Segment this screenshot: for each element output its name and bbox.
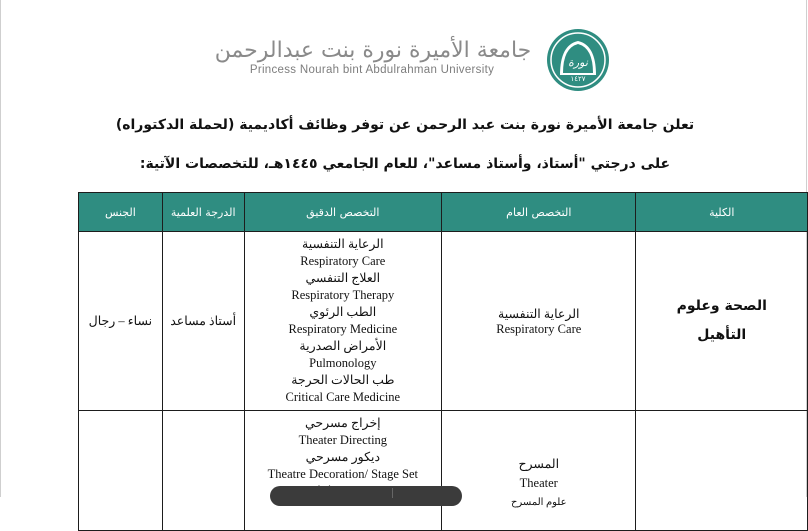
sub-specialty-line: Respiratory Care xyxy=(300,254,386,268)
header-sub-specialty: التخصص الدقيق xyxy=(244,193,441,232)
university-name-arabic: جامعة الأميرة نورة بنت عبدالرحمن xyxy=(214,38,532,63)
header-college: الكلية xyxy=(636,193,808,232)
sub-specialty-line: طب الحالات الحرجة xyxy=(291,373,395,387)
college-line: التأهيل xyxy=(697,327,747,343)
viewer-toolbar[interactable] xyxy=(270,486,462,506)
sub-specialty-line: Theatre Decoration/ Stage Set xyxy=(267,467,418,481)
announcement-line-2: على درجتي "أستاذ، وأستاذ مساعد"، للعام الجامعي ١٤٤٥هـ، للتخصصات الآتية: xyxy=(139,156,671,172)
cell-sub-specialty xyxy=(244,411,441,531)
sub-specialty-line: Respiratory Therapy xyxy=(291,288,395,302)
table-row xyxy=(79,411,808,531)
header-academic-rank: الدرجة العلمية xyxy=(162,193,244,232)
cell-academic-rank: أستاذ مساعد xyxy=(162,232,244,411)
sub-specialty-line: إخراج مسرحي xyxy=(304,416,381,430)
logo-year: ١٤٢٧ xyxy=(570,75,586,83)
cell-gender xyxy=(79,411,163,531)
jobs-table xyxy=(78,192,808,531)
cell-college xyxy=(636,232,808,411)
sub-specialty-line: ديكور مسرحي xyxy=(305,450,381,464)
cell-gender: نساء – رجال xyxy=(79,232,163,411)
general-specialty-line: Theater xyxy=(519,476,558,490)
general-specialty-line: Respiratory Care xyxy=(496,321,582,336)
announcement-line-1: تعلن جامعة الأميرة نورة بنت عبد الرحمن عن توفر وظائف أكاديمية (لحملة الدكتوراه) xyxy=(115,117,695,133)
college-line: الصحة وعلوم xyxy=(676,298,767,314)
sub-specialty-line: الرعاية التنفسية xyxy=(302,237,384,251)
cell-general-specialty xyxy=(442,411,636,531)
table-row xyxy=(79,232,808,411)
cell-sub-specialty xyxy=(244,232,441,411)
general-specialty-line: المسرح xyxy=(518,457,560,471)
page-left-edge xyxy=(0,0,1,497)
sub-specialty-line: Theater Directing xyxy=(298,433,388,447)
general-specialty-line: الرعاية التنفسية xyxy=(498,306,580,321)
sub-specialty-line: Critical Care Medicine xyxy=(285,390,401,404)
header-gender: الجنس xyxy=(79,193,163,232)
university-logo xyxy=(546,28,610,92)
university-name-english: Princess Nourah bint Abdulrahman University xyxy=(249,64,495,76)
sub-specialty-line: Respiratory Medicine xyxy=(288,322,398,336)
sub-specialty-line: الأمراض الصدرية xyxy=(299,339,387,353)
cell-college xyxy=(636,411,808,531)
logo-text: نورة xyxy=(568,56,588,69)
sub-specialty-line: العلاج التنفسي xyxy=(305,271,381,285)
table-header-row xyxy=(79,193,808,232)
cell-general-specialty xyxy=(442,232,636,411)
general-specialty-line: علوم المسرح xyxy=(510,497,567,508)
cell-academic-rank xyxy=(162,411,244,531)
sub-specialty-line: الطب الرئوي xyxy=(309,305,377,319)
sub-specialty-line: Pulmonology xyxy=(309,356,377,370)
header-general-specialty: التخصص العام xyxy=(442,193,636,232)
